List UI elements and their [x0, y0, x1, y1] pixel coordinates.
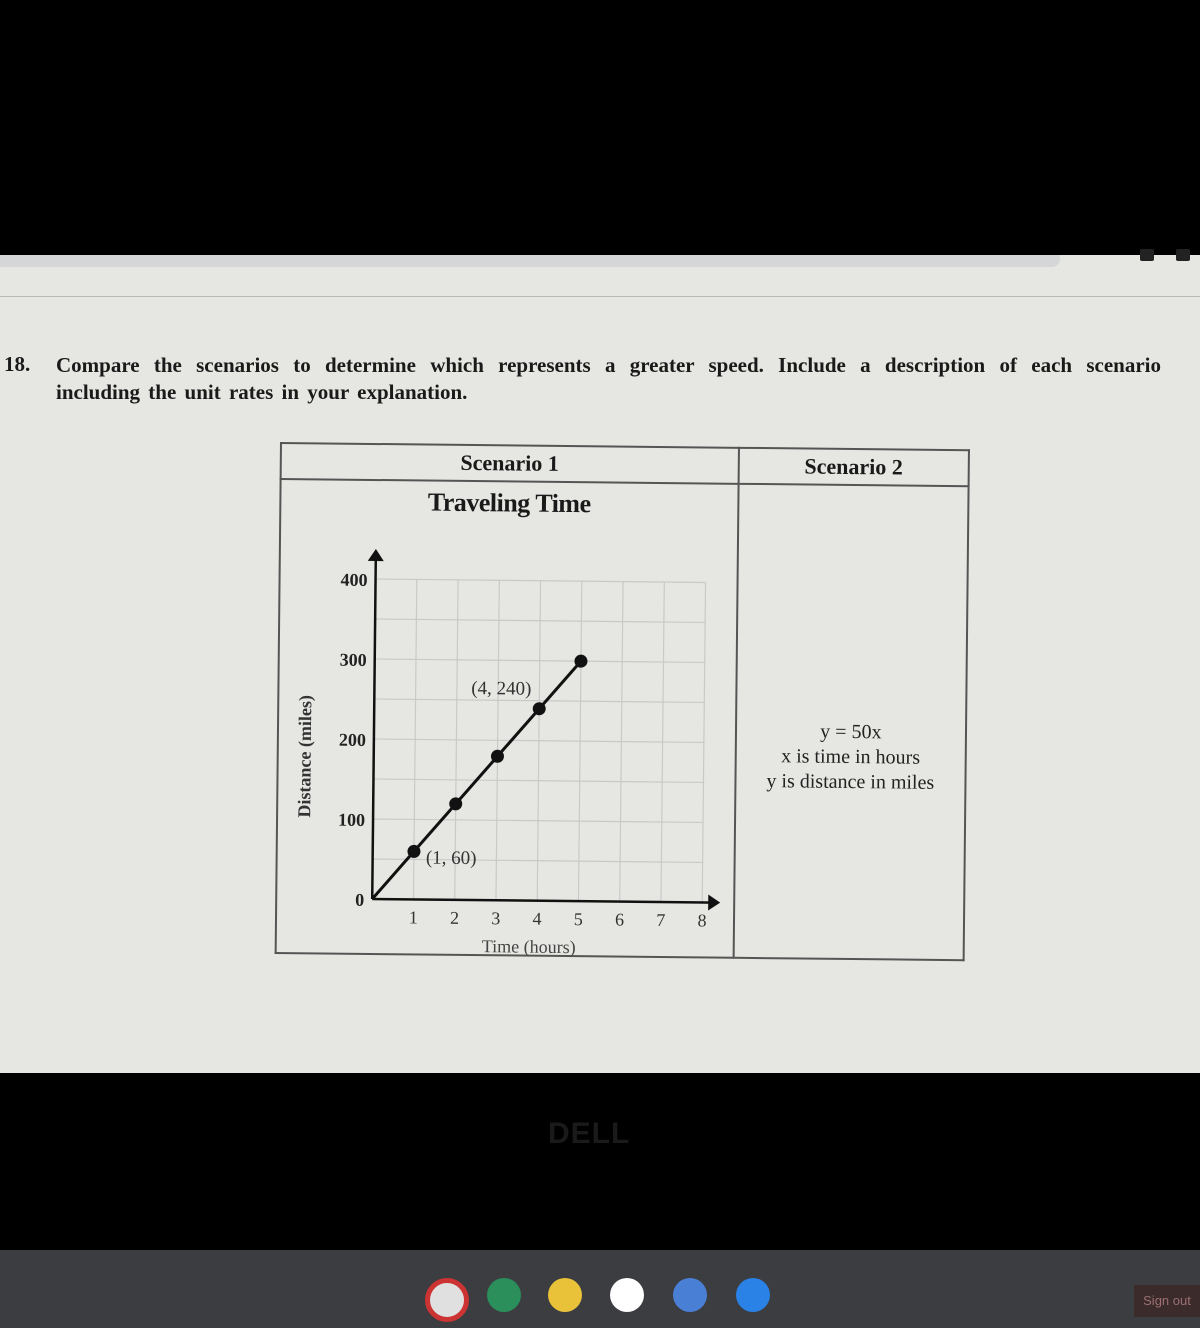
- scenario1-header: Scenario 1: [281, 443, 739, 484]
- x-tick-label: 3: [491, 908, 501, 929]
- browser-toolbar-strip: [0, 255, 1060, 267]
- y-tick-label: 400: [340, 569, 368, 590]
- drive-icon[interactable]: [610, 1278, 644, 1312]
- question-number: 18.: [4, 352, 31, 376]
- scenario1-cell: [276, 479, 739, 958]
- x-axis: [372, 899, 716, 903]
- sign-out-button[interactable]: Sign out: [1134, 1285, 1200, 1317]
- files-icon[interactable]: [736, 1278, 770, 1312]
- scenario2-x-description: x is time in hours: [781, 745, 921, 769]
- traveling-time-chart: [277, 480, 742, 961]
- extension-icon[interactable]: [1140, 249, 1154, 261]
- taskbar: [0, 1250, 1200, 1328]
- scenario2-header: Scenario 2: [738, 448, 969, 486]
- x-tick-label: 8: [697, 910, 707, 931]
- question-text: Compare the scenarios to determine which represents a greater speed. Include a description of each scenario including the unit rates in your explanation.: [56, 353, 1161, 404]
- chart-title: Traveling Time: [427, 487, 591, 519]
- x-tick-label: 6: [614, 909, 625, 930]
- y-tick-label: 300: [339, 649, 367, 670]
- y-tick-label: 0: [355, 889, 365, 910]
- docs-icon[interactable]: [673, 1278, 707, 1312]
- x-tick-label: 5: [573, 909, 583, 930]
- y-tick-label: 100: [337, 809, 366, 830]
- y-axis-arrow: [368, 549, 384, 561]
- classroom-icon[interactable]: [487, 1278, 521, 1312]
- scenario2-y-description: y is distance in miles: [766, 770, 935, 794]
- point-annotation: (4, 240): [471, 678, 532, 700]
- extension-icon[interactable]: [1176, 249, 1190, 261]
- x-axis-arrow: [708, 895, 720, 911]
- chrome-icon[interactable]: [425, 1278, 469, 1322]
- x-axis-label: Time (hours): [481, 936, 576, 958]
- x-tick-label: 4: [532, 908, 542, 929]
- x-tick-label: 7: [656, 909, 666, 931]
- x-tick-label: 2: [449, 907, 460, 928]
- scenario2-cell: [733, 484, 968, 960]
- x-tick-label: 1: [408, 907, 418, 928]
- slides-icon[interactable]: [548, 1278, 582, 1312]
- scenario2-equation: y = 50x: [820, 720, 882, 744]
- dell-logo: DELL: [548, 1117, 631, 1150]
- y-axis-label: Distance (miles): [294, 694, 316, 818]
- divider: [0, 296, 1200, 297]
- y-axis: [372, 553, 376, 899]
- point-annotation: (1, 60): [425, 847, 477, 870]
- toolbar-icons: [1140, 249, 1190, 261]
- scenario-table: [275, 442, 970, 961]
- y-tick-label: 200: [338, 729, 366, 750]
